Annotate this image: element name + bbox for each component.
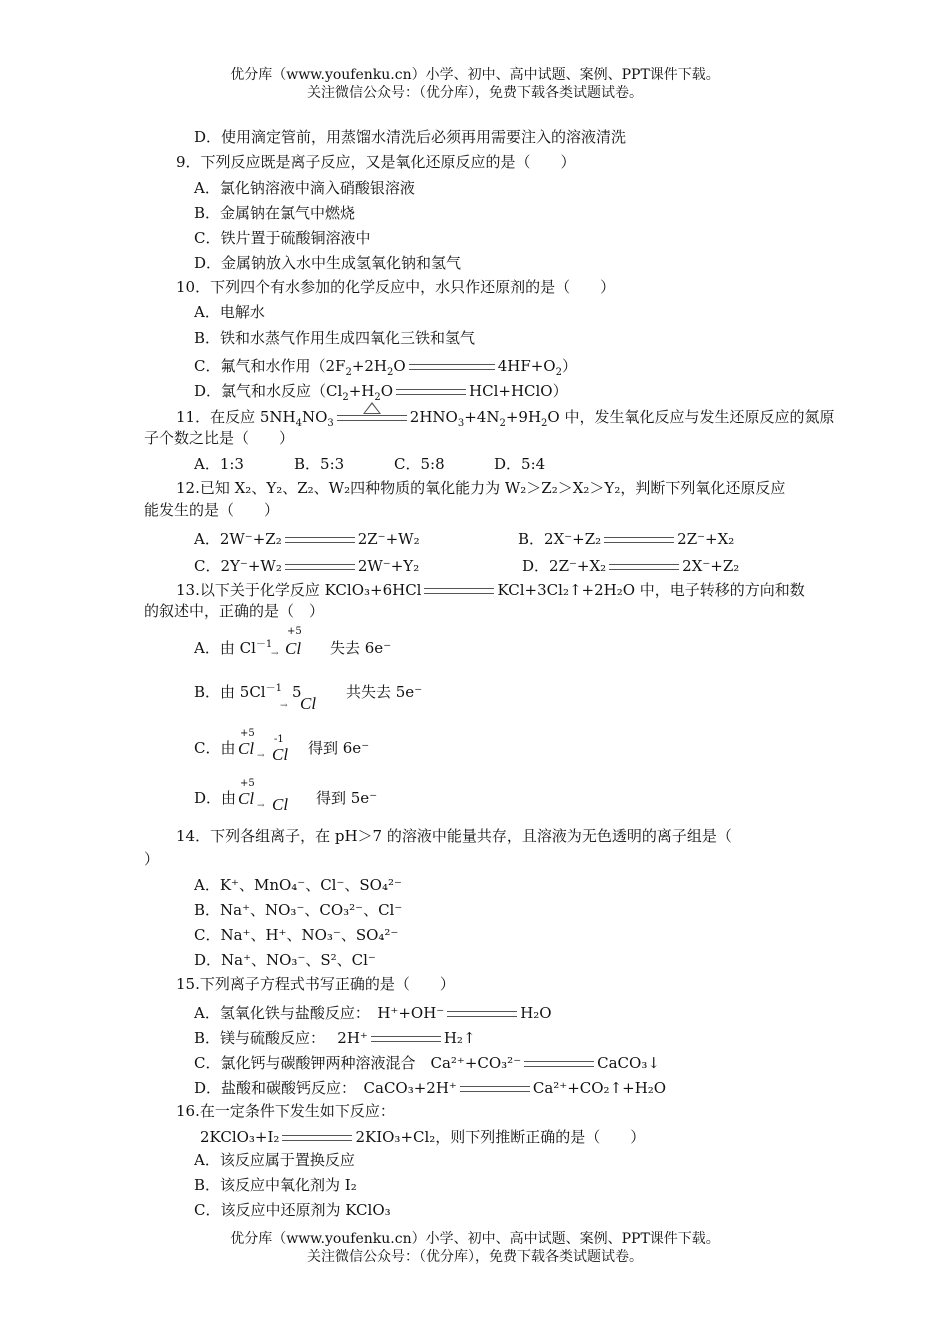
equals-sign <box>409 364 495 370</box>
q16-option-c: C．该反应中还原剂为 KClO₃ <box>194 1201 391 1219</box>
equals-sign <box>604 537 674 543</box>
q14-option-c: C．Na⁺、H⁺、NO₃⁻、SO₄²⁻ <box>194 926 399 944</box>
arrow-icon: → <box>257 751 265 761</box>
chlorine-symbol: Cl <box>238 789 255 808</box>
page-footer <box>0 1230 950 1266</box>
equals-sign <box>285 537 355 543</box>
q13-stem: 13.以下关于化学反应 KClO₃+6HCl KCl+3Cl₂↑+2H₂O 中，电子转移的方向和数 <box>176 581 805 599</box>
chlorine-symbol: Cl <box>238 739 255 758</box>
chlorine-symbol: Cl <box>285 639 302 658</box>
q12-stem: 12.已知 X₂、Y₂、Z₂、W₂四种物质的氧化能力为 W₂＞Z₂＞X₂＞Y₂，判断下列氧化还原反应 <box>176 479 786 497</box>
q14-stem: 14．下列各组离子，在 pH＞7 的溶液中能量共存，且溶液为无色透明的离子组是（ <box>176 827 732 845</box>
equals-sign <box>447 1011 517 1017</box>
page-header <box>0 66 950 102</box>
q10-option-a: A．电解水 <box>194 303 265 321</box>
q14-option-a: A．K⁺、MnO₄⁻、Cl⁻、SO₄²⁻ <box>194 876 402 894</box>
q13-option-c: C．由 +5 Cl → -1 Cl 得到 6e⁻ <box>194 728 370 764</box>
equals-sign <box>285 564 355 570</box>
equals-sign <box>609 564 679 570</box>
equals-sign <box>371 1036 441 1042</box>
q9-stem: 9．下列反应既是离子反应，又是氧化还原反应的是（ ） <box>176 153 576 171</box>
q13-option-d: D．由 +5 Cl → Cl 得到 5e⁻ <box>194 778 378 814</box>
header-line-2: 关注微信公众号：（优分库），免费下载各类试题试卷。 <box>307 85 643 101</box>
q11-option-c: C．5:8 <box>394 455 445 473</box>
q10-option-c: C．氟气和水作用（$2F_2+2H_2O$ $4HF+O_2$） <box>194 357 577 378</box>
arrow-icon: → <box>271 649 279 659</box>
q10-option-d: D．氯气和水反应（$Cl_2+H_2O$ HCl+HClO） <box>194 382 568 403</box>
equals-sign <box>282 1135 352 1141</box>
footer-line-2: 关注微信公众号：（优分库），免费下载各类试题试卷。 <box>307 1249 643 1265</box>
q8-option-d: D．使用滴定管前，用蒸馏水清洗后必须再用需要注入的溶液清洗 <box>194 128 627 146</box>
q16-option-b: B．该反应中氧化剂为 I₂ <box>194 1176 357 1194</box>
q11-option-d: D．5:4 <box>494 455 546 473</box>
chlorine-symbol: Cl <box>272 745 289 764</box>
q11-option-a: A．1:3 <box>194 455 244 473</box>
q12-option-a: A．2W⁻+Z₂ 2Z⁻+W₂ <box>194 530 420 548</box>
q11-stem: 11．在反应 $5NH_4NO_3$ $2HNO_3+4N_2+9H_2O$ 中，发生氧化反应与发生还原反应的氮原 <box>176 407 835 427</box>
q10-stem: 10．下列四个有水参加的化学反应中，水只作还原剂的是（ ） <box>176 278 616 296</box>
q16-stem: 16.在一定条件下发生如下反应： <box>176 1102 395 1120</box>
q15-option-c: C．氯化钙与碳酸钾两种溶液混合 Ca²⁺+CO₃²⁻ CaCO₃↓ <box>194 1054 660 1072</box>
heat-triangle-icon <box>363 402 381 414</box>
q9-option-a: A．氯化钠溶液中滴入硝酸银溶液 <box>194 179 415 197</box>
equals-sign <box>396 389 466 395</box>
q12-option-c: C．2Y⁻+W₂ 2W⁻+Y₂ <box>194 557 420 575</box>
footer-line-1: 优分库（www.youfenku.cn）小学、初中、高中试题、案例、PPT课件下载。 <box>230 1231 720 1247</box>
q11-option-b: B．5:3 <box>294 455 345 473</box>
q12-option-d: D．2Z⁻+X₂ 2X⁻+Z₂ <box>522 557 740 575</box>
header-line-1: 优分库（www.youfenku.cn）小学、初中、高中试题、案例、PPT课件下载。 <box>230 67 720 83</box>
chlorine-symbol: Cl <box>300 694 317 713</box>
q10-option-b: B．铁和水蒸气作用生成四氧化三铁和氢气 <box>194 329 476 347</box>
q13-stem-line-2: 的叙述中，正确的是（ ） <box>144 602 325 620</box>
q12-option-b: B．2X⁻+Z₂ 2Z⁻+X₂ <box>518 530 735 548</box>
chlorine-symbol: Cl <box>272 795 289 814</box>
q14-option-d: D．Na⁺、NO₃⁻、S²、Cl⁻ <box>194 951 376 969</box>
q15-option-b: B．镁与硫酸反应： 2H⁺ H₂↑ <box>194 1029 476 1047</box>
heat-equals-sign <box>337 415 407 421</box>
q9-option-c: C．铁片置于硫酸铜溶液中 <box>194 229 371 247</box>
arrow-icon: → <box>280 701 288 711</box>
equals-sign <box>424 588 494 594</box>
q13-option-a: A．由 $Cl^{-1}$ → +5 Cl 失去 6e⁻ <box>194 638 272 664</box>
q16-equation: 2KClO₃+I₂ 2KIO₃+Cl₂，则下列推断正确的是（ ） <box>200 1128 646 1146</box>
q9-option-b: B．金属钠在氯气中燃烧 <box>194 204 356 222</box>
q15-option-a: A．氢氧化铁与盐酸反应： H⁺+OH⁻ H₂O <box>194 1004 552 1022</box>
q13-option-b: B．由 $5Cl^{-1}$ 5 → Cl 共失去 5e⁻ <box>194 682 282 722</box>
equals-sign <box>460 1086 530 1092</box>
q14-option-b: B．Na⁺、NO₃⁻、CO₃²⁻、Cl⁻ <box>194 901 403 919</box>
q12-stem-line-2: 能发生的是（ ） <box>144 501 280 519</box>
q15-stem: 15.下列离子方程式书写正确的是（ ） <box>176 975 455 993</box>
arrow-icon: → <box>257 801 265 811</box>
q15-option-d: D．盐酸和碳酸钙反应： CaCO₃+2H⁺ Ca²⁺+CO₂↑+H₂O <box>194 1079 667 1097</box>
q16-option-a: A．该反应属于置换反应 <box>194 1151 355 1169</box>
q14-stem-line-2: ） <box>144 850 160 868</box>
equals-sign <box>524 1061 594 1067</box>
q11-stem-line-2: 子个数之比是（ ） <box>144 429 295 447</box>
q9-option-d: D．金属钠放入水中生成氢氧化钠和氢气 <box>194 254 462 272</box>
